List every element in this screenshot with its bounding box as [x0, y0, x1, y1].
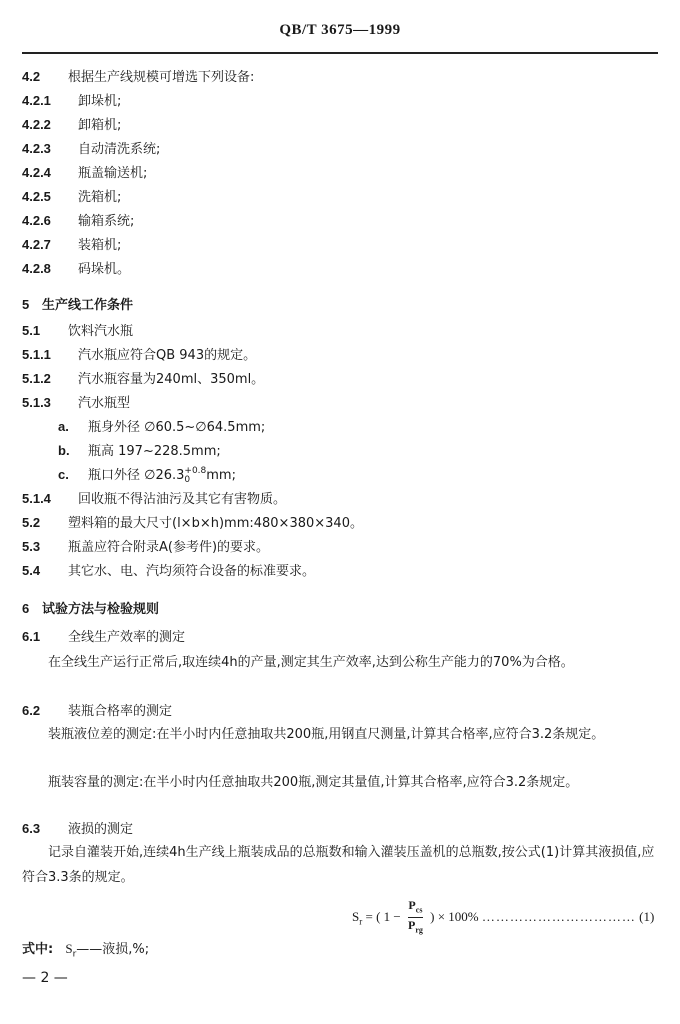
item-number: 5.3	[22, 539, 41, 554]
sub-item-label: c.	[58, 467, 69, 482]
sub-item-label: b.	[58, 443, 70, 458]
section-5-1-3	[22, 394, 130, 413]
section-5-3	[22, 538, 269, 557]
legend-label: 式中:	[22, 942, 54, 957]
section-6-3	[22, 820, 133, 839]
paragraph-6-1: 在全线生产运行正常后,取连续4h的产量,测定其生产效率,达到公称生产能力的70%为合格。	[48, 655, 574, 670]
item-text: 回收瓶不得沾油污及其它有害物质。	[78, 492, 287, 507]
formula-lhs: S	[352, 908, 360, 924]
list-item	[22, 116, 121, 135]
section-title: 全线生产效率的测定	[68, 630, 186, 645]
legend-text: ——液损,%;	[76, 942, 150, 957]
formula-legend	[22, 940, 149, 964]
formula-eq: = ( 1 −	[365, 908, 401, 924]
sub-item-b	[58, 442, 221, 461]
standard-header: QB/T 3675—1999	[279, 22, 401, 38]
formula-1	[352, 898, 654, 938]
paragraph-6-3: 记录自灌装开始,连续4h生产线上瓶装成品的总瓶数和输入灌装压盖机的总瓶数,按公式(1)计算其液损值,应符合3.3条的规定。	[22, 845, 655, 885]
section-number: 6.1	[22, 629, 41, 644]
item-number: 4.2.4	[22, 165, 51, 180]
item-number: 4.2.8	[22, 261, 51, 276]
section-5-4	[22, 562, 315, 581]
tolerance-lower: 0	[184, 474, 191, 485]
section-title: 装瓶合格率的测定	[68, 704, 173, 719]
section-number: 6.3	[22, 821, 41, 836]
formula-tag: (1)	[639, 908, 655, 924]
list-item	[22, 188, 121, 207]
list-item	[22, 236, 121, 255]
list-item	[22, 212, 134, 231]
list-item	[22, 164, 147, 183]
item-number: 4.2.5	[22, 189, 51, 204]
numerator-sub: cs	[415, 905, 423, 915]
item-text: 码垛机。	[78, 262, 131, 277]
section-title: 试验方法与检验规则	[42, 602, 160, 617]
fraction-numerator	[408, 898, 423, 918]
list-item	[22, 92, 121, 111]
item-number: 5.4	[22, 563, 41, 578]
item-text: 汽水瓶应符合QB 943的规定。	[78, 348, 257, 363]
section-5-2	[22, 514, 363, 533]
tolerance-upper: +0.8	[184, 465, 207, 476]
item-number: 4.2.3	[22, 141, 51, 156]
item-text: 塑料箱的最大尺寸(l×b×h)mm:480×380×340。	[68, 516, 363, 531]
item-number: 4.2.7	[22, 237, 51, 252]
section-5-1-2	[22, 370, 264, 389]
item-number: 4.2.2	[22, 117, 51, 132]
item-text: 瓶盖应符合附录A(参考件)的要求。	[68, 540, 270, 555]
item-text: 瓶盖输送机;	[78, 166, 148, 181]
sub-item-text: 瓶高 197~228.5mm;	[88, 444, 221, 459]
formula-fraction	[408, 898, 423, 938]
item-text: 其它水、电、汽均须符合设备的标准要求。	[68, 564, 316, 579]
section-5	[22, 296, 133, 315]
item-number: 5.1.2	[22, 371, 51, 386]
item-text: 输箱系统;	[78, 214, 135, 229]
paragraph-6-2-b: 瓶装容量的测定:在半小时内任意抽取共200瓶,测定其量值,计算其合格率,应符合3.2条规定。	[48, 775, 579, 790]
item-text: 洗箱机;	[78, 190, 122, 205]
list-item	[22, 140, 160, 159]
legend-symbol-sub: r	[72, 949, 77, 960]
item-text: 装箱机;	[78, 238, 122, 253]
section-5-1	[22, 322, 133, 341]
section-6-2	[22, 702, 172, 721]
sub-item-a	[58, 418, 265, 437]
section-title: 根据生产线规模可增选下列设备:	[68, 70, 255, 85]
section-5-1-4	[22, 490, 286, 509]
formula-tail: ) × 100%	[430, 908, 479, 924]
section-4-2	[22, 68, 254, 87]
section-number: 5.1	[22, 323, 41, 338]
sub-item-text: 瓶口外径 ∅26.3	[88, 468, 185, 483]
sub-item-unit: mm;	[206, 468, 236, 483]
numerator-symbol: P	[408, 898, 416, 912]
item-number: 5.1.3	[22, 395, 51, 410]
item-text: 卸垛机;	[78, 94, 122, 109]
item-number: 5.1.4	[22, 491, 51, 506]
sub-item-c	[58, 466, 236, 485]
sub-item-text: 瓶身外径 ∅60.5~∅64.5mm;	[88, 420, 266, 435]
item-number: 4.2.1	[22, 93, 51, 108]
sub-item-label: a.	[58, 419, 69, 434]
section-6	[22, 600, 159, 619]
item-number: 4.2.6	[22, 213, 51, 228]
fraction-denominator	[408, 918, 423, 937]
section-6-1	[22, 628, 185, 647]
legend-symbol: S	[65, 941, 73, 956]
item-number: 5.2	[22, 515, 41, 530]
item-number: 5.1.1	[22, 347, 51, 362]
section-number: 6	[22, 601, 30, 616]
item-text: 卸箱机;	[78, 118, 122, 133]
list-item	[22, 260, 130, 279]
item-text: 自动清洗系统;	[78, 142, 161, 157]
item-text: 汽水瓶容量为240ml、350ml。	[78, 372, 265, 387]
section-number: 4.2	[22, 69, 41, 84]
section-title: 生产线工作条件	[42, 298, 134, 313]
formula-leader-dots: ……………………………	[481, 908, 636, 924]
denominator-symbol: P	[407, 918, 416, 933]
section-number: 5	[22, 297, 30, 312]
paragraph-6-2-a: 装瓶液位差的测定:在半小时内任意抽取共200瓶,用钢直尺测量,计算其合格率,应符合3.2条规定。	[48, 727, 605, 742]
section-5-1-1	[22, 346, 256, 365]
header-rule	[22, 52, 658, 54]
item-text: 汽水瓶型	[78, 396, 131, 411]
section-title: 液损的测定	[68, 822, 134, 837]
section-title: 饮料汽水瓶	[68, 324, 134, 339]
page-number: — 2 —	[22, 970, 68, 986]
denominator-sub: rg	[415, 925, 423, 935]
formula-lhs-sub: r	[359, 916, 363, 927]
section-number: 6.2	[22, 703, 41, 718]
